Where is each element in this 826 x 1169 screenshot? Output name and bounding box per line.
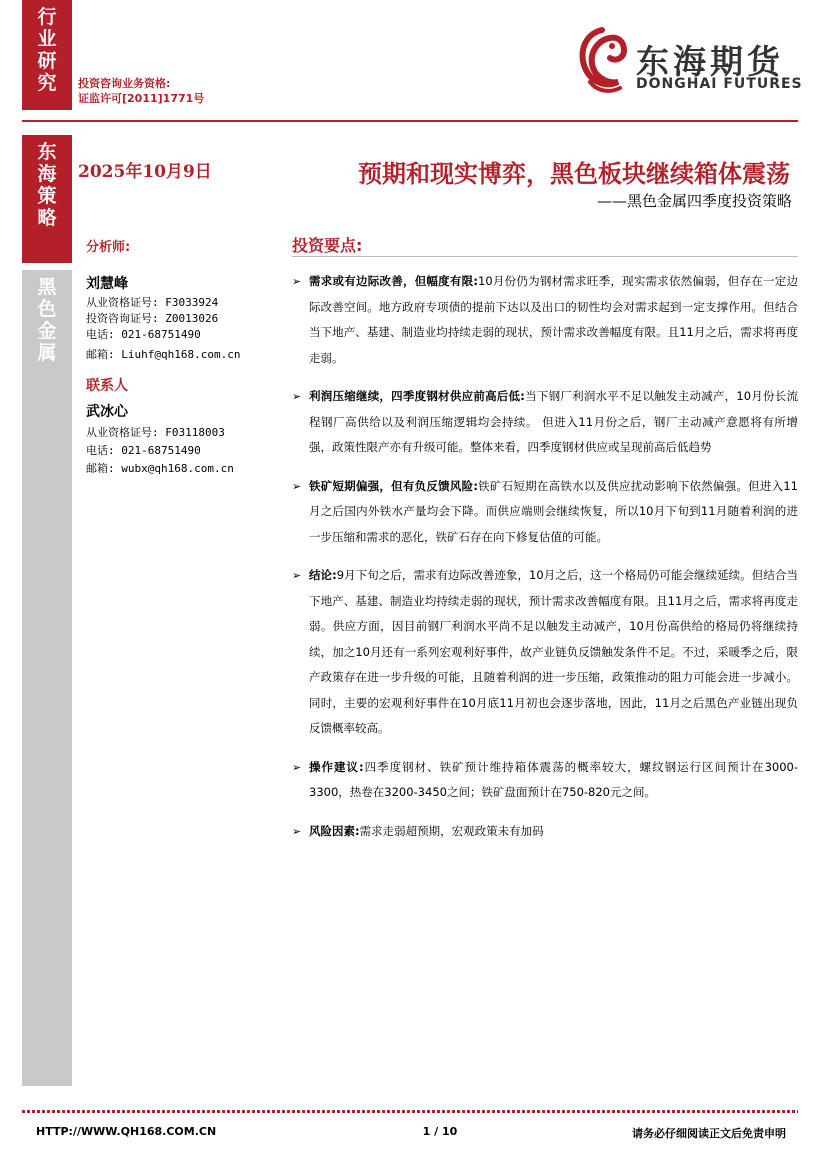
report-title: 预期和现实博弈，黑色板块继续箱体震荡 (358, 160, 790, 188)
bullet-heading: 结论: (309, 568, 337, 582)
analyst-email[interactable]: 邮箱: Liuhf@qh168.com.cn (86, 348, 241, 361)
qualification-block (78, 76, 204, 106)
list-item (292, 755, 798, 806)
bullet-text: 当下钢厂利润水平不足以触发主动减产，10月份长流程钢厂高供给以及利润压缩逻辑均会持续。 但进入11月份之后，钢厂主动减产意愿将有所增强，政策性限产亦有升级可能。整体来看，四季度钢材供应或呈现前高后低趋势 (309, 389, 798, 454)
bullet-heading: 风险因素: (309, 823, 360, 838)
bullet-heading: 利润压缩继续，四季度钢材供应前高后低: (309, 389, 525, 403)
contact-block (86, 375, 276, 477)
qualification-line2: 证监许可[2011]1771号 (78, 92, 205, 105)
report-subtitle: ——黑色金属四季度投资策略 (596, 192, 792, 210)
footer-divider (22, 1110, 798, 1113)
analyst-cert: 从业资格证号: F3033924 (86, 296, 219, 309)
tab-ferrous-metals: 黑色金属 (22, 270, 72, 1086)
key-points-list (292, 269, 798, 857)
key-points-divider (292, 256, 798, 257)
bullet-text: 需求走弱超预期，宏观政策未有加码 (359, 823, 544, 838)
contact-email[interactable]: 邮箱: wubx@qh168.com.cn (86, 462, 234, 475)
tab-industry-research: 行业研究 (22, 0, 72, 110)
arrow-bullet-icon: ➢ (292, 390, 302, 403)
report-date: 2025年10月9日 (78, 162, 212, 182)
bullet-heading: 铁矿短期偏强，但有负反馈风险: (309, 478, 478, 493)
bullet-text: 四季度钢材、铁矿预计维持箱体震荡的概率较大，螺纹钢运行区间预计在3000-3300，热卷在3200-3450之间；铁矿盘面预计在750-820元之间。 (309, 759, 798, 799)
qualification-line1: 投资咨询业务资格: (78, 77, 171, 90)
arrow-bullet-icon: ➢ (292, 569, 302, 582)
bullet-heading: 操作建议: (309, 759, 364, 774)
arrow-bullet-icon: ➢ (292, 760, 302, 774)
logo-chinese: 东海期货 (636, 42, 784, 81)
key-points-heading: 投资要点: (292, 236, 363, 255)
header-divider (22, 120, 798, 122)
bullet-text: 10月份仍为钢材需求旺季，现实需求依然偏弱，但存在一定边际改善空间。地方政府专项债的提前下达以及出口的韧性均会对需求起到一定支撑作用。但结合当下地产、基建、制造业均持续走弱的现状，预计需求改善幅度有限。且11月之后，需求将再度走弱。 (309, 274, 798, 365)
contact-phone: 电话: 021-68751490 (86, 444, 201, 457)
logo-english: DONGHAI FUTURES (636, 76, 803, 92)
bullet-text: 铁矿石短期在高铁水以及供应扰动影响下依然偏强。但进入11月之后国内外铁水产量均会下降。而供应端则会继续恢复，所以10月下旬到11月随着利润的进一步压缩和需求的恶化，铁矿石存在向下修复估值的可能。 (309, 478, 798, 544)
list-item (292, 384, 798, 461)
analyst-label: 分析师: (86, 240, 131, 255)
tab-donghai-strategy: 东海策略 (22, 135, 72, 263)
list-item (292, 563, 798, 742)
contact-cert: 从业资格证号: F03118003 (86, 426, 225, 439)
donghai-logo-icon (572, 24, 632, 96)
contact-label: 联系人 (86, 378, 128, 394)
analyst-name: 刘慧峰 (86, 276, 128, 292)
analyst-block (86, 236, 276, 363)
arrow-bullet-icon: ➢ (292, 275, 302, 288)
analyst-phone: 电话: 021-68751490 (86, 328, 201, 341)
arrow-bullet-icon: ➢ (292, 824, 302, 838)
list-item (292, 819, 798, 845)
list-item (292, 474, 798, 551)
bullet-text: 9月下旬之后，需求有边际改善迹象，10月之后，这一个格局仍可能会继续延续。但结合当下地产、基建、制造业均持续走弱的现状，预计需求改善幅度有限。且11月之后，需求将再度走弱。供应方面，因目前钢厂利润水平尚不足以触发主动减产，10月份高供给的格局仍将继续持续，加之10月还有一系列宏观利好事件，故产业链负反馈触发条件不足。不过，采暖季之后，限产政策存在进一步升级的可能，且随着利润的进一步压缩，政策推动的阻力可能会进一步减小。同时，主要的宏观利好事件在10月底11月初也会逐步落地，因此，11月之后黑色产业链出现负反馈概率较高。 (309, 568, 798, 735)
analyst-consult-cert: 投资咨询证号: Z0013026 (86, 312, 219, 325)
footer-disclaimer: 请务必仔细阅读正文后免责申明 (632, 1127, 786, 1140)
footer-url[interactable]: HTTP://WWW.QH168.COM.CN (36, 1125, 217, 1138)
contact-name: 武冰心 (86, 404, 128, 420)
list-item (292, 269, 798, 371)
arrow-bullet-icon: ➢ (292, 479, 302, 493)
page-number: 1 / 10 (422, 1125, 458, 1138)
bullet-heading: 需求或有边际改善，但幅度有限: (309, 274, 479, 288)
